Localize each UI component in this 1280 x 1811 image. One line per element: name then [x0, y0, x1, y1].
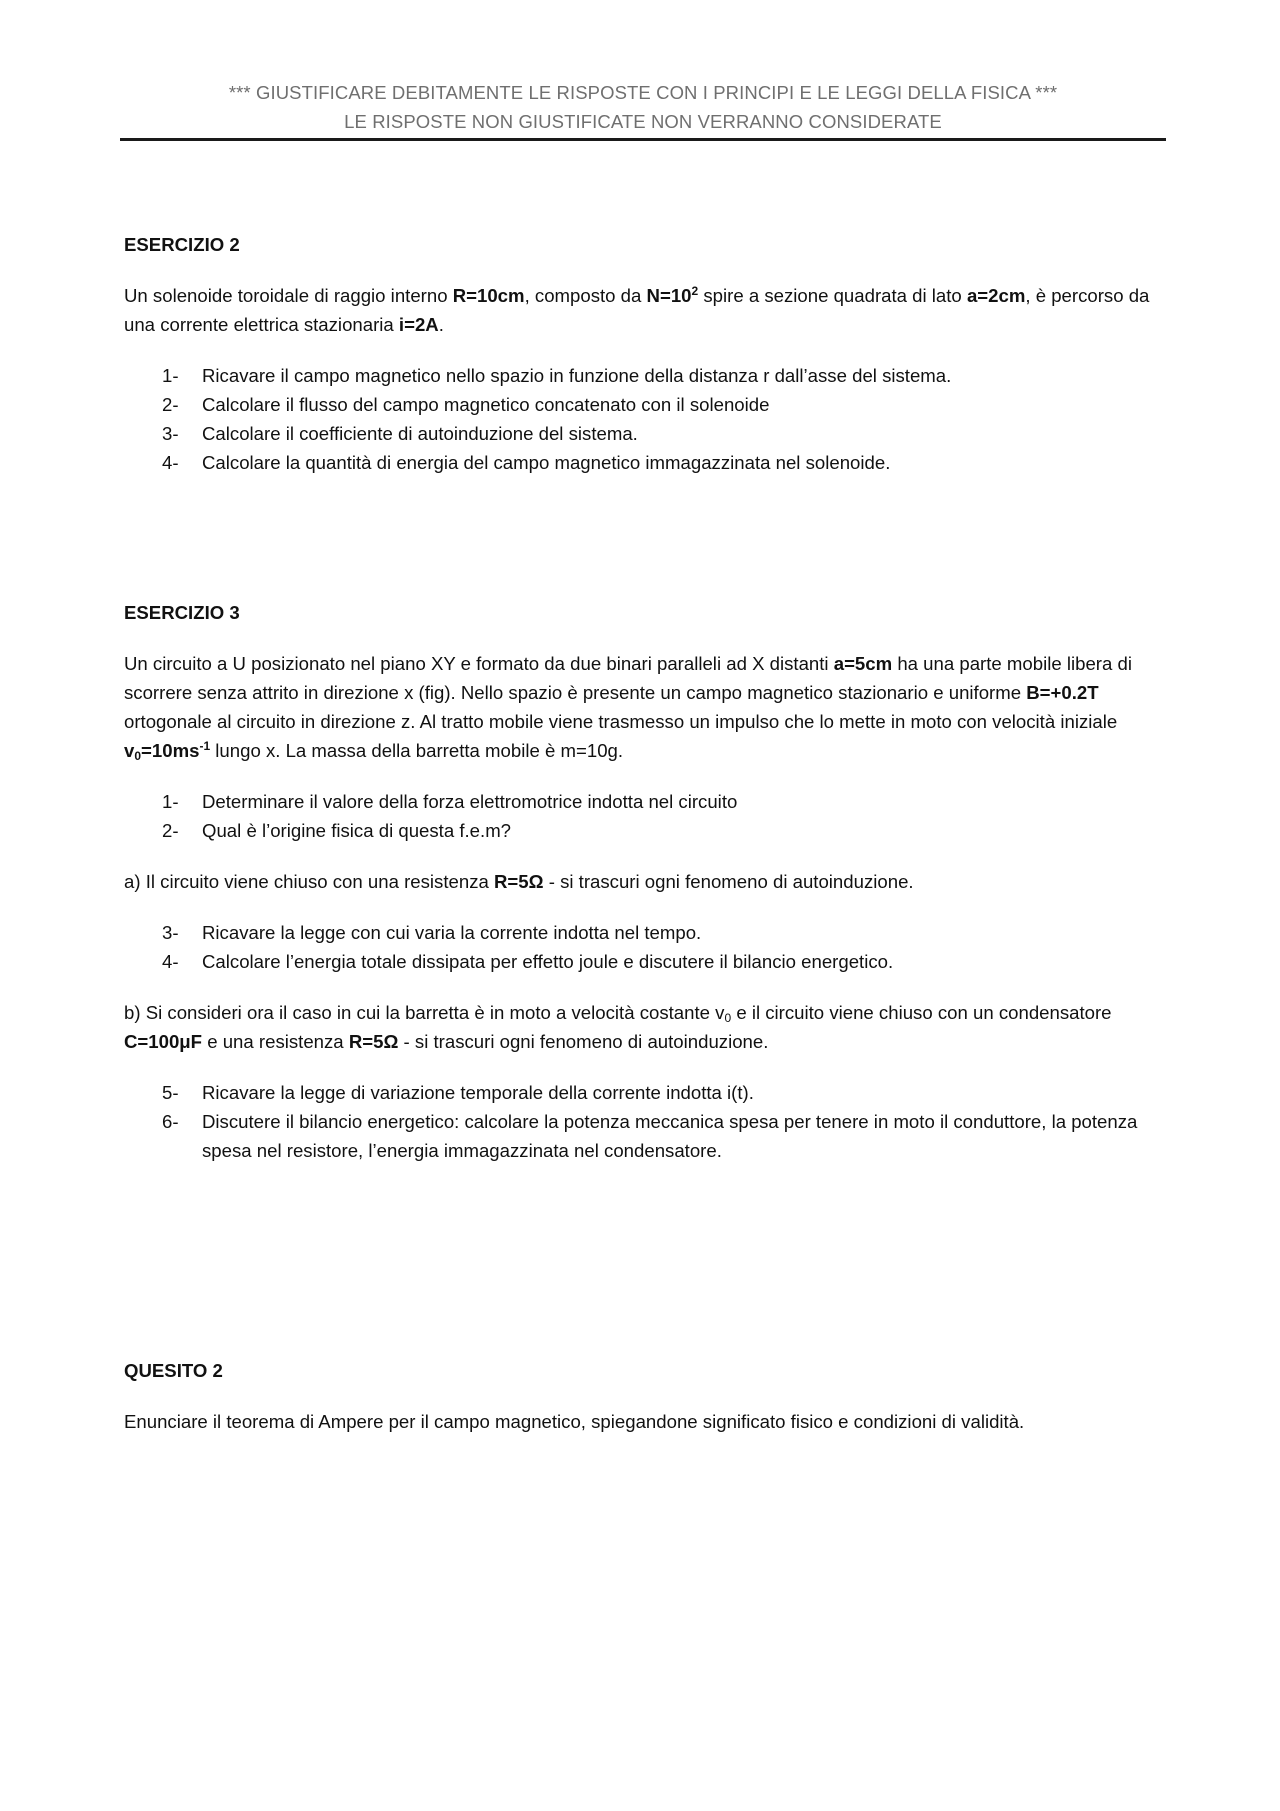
header-line-1: *** GIUSTIFICARE DEBITAMENTE LE RISPOSTE CON I PRINCIPI E LE LEGGI DELLA FISICA ***	[228, 82, 1058, 103]
list-item: 4- Calcolare l’energia totale dissipata per effetto joule e discutere il bilancio energetico.	[162, 951, 894, 972]
section-title: ESERCIZIO 3	[124, 602, 240, 623]
part-b-statement: b) Si consideri ora il caso in cui la barretta è in moto a velocità costante $v_0$ e il circuito viene chiuso con un condensatore C=100μF e una resistenza R=5Ω - si trascuri ogni fenomeno di autoinduzione.	[124, 1002, 1112, 1052]
list-item: 6- Discutere il bilancio energetico: calcolare la potenza meccanica spesa per tenere in moto il conduttore, la potenza spesa nel resistore, l’energia immagazzinata nel condensatore.	[162, 1111, 1138, 1161]
list-item: 5- Ricavare la legge di variazione temporale della corrente indotta i(t).	[162, 1082, 754, 1103]
exercise-intro: Un circuito a U posizionato nel piano XY e formato da due binari paralleli ad X distanti a=5cm ha una parte mobile libera di scorrere senza attrito in direzione x (fig). Nello spazio è presente un campo magnetico stazionario e uniforme B=+0.2T ortogonale al circuito in direzione z. Al tratto mobile viene trasmesso un impulso che lo mette in moto con velocità iniziale $v_0=10ms^{-1}$ lungo x. La massa della barretta mobile è m=10g.	[124, 653, 1132, 763]
part-a-statement: a) Il circuito viene chiuso con una resistenza R=5Ω - si trascuri ogni fenomeno di autoinduzione.	[124, 871, 914, 892]
section-esercizio-3	[124, 598, 1164, 1187]
question-list	[124, 787, 1164, 845]
list-item: 2- Qual è l’origine fisica di questa f.e.m?	[162, 820, 512, 841]
list-item: 3- Calcolare il coefficiente di autoinduzione del sistema.	[162, 423, 638, 444]
exercise-intro: Un solenoide toroidale di raggio interno R=10cm, composto da $N=10^2$ spire a sezione quadrata di lato a=2cm, è percorso da una corrente elettrica stazionaria i=2A.	[124, 284, 1150, 335]
header-line-2: LE RISPOSTE NON GIUSTIFICATE NON VERRANNO CONSIDERATE	[344, 111, 942, 132]
question-list	[124, 1078, 1164, 1165]
section-title: ESERCIZIO 2	[124, 234, 240, 255]
page-header	[120, 78, 1166, 136]
question-list	[124, 361, 1164, 477]
header-divider	[120, 138, 1166, 141]
section-esercizio-2	[124, 230, 1164, 499]
list-item: 3- Ricavare la legge con cui varia la corrente indotta nel tempo.	[162, 922, 702, 943]
section-quesito-2	[124, 1356, 1164, 1436]
question-text: Enunciare il teorema di Ampere per il campo magnetico, spiegandone significato fisico e condizioni di validità.	[124, 1411, 1025, 1432]
section-title: QUESITO 2	[124, 1360, 223, 1381]
list-item: 4- Calcolare la quantità di energia del campo magnetico immagazzinata nel solenoide.	[162, 452, 891, 473]
list-item: 2- Calcolare il flusso del campo magnetico concatenato con il solenoide	[162, 394, 770, 415]
list-item: 1- Ricavare il campo magnetico nello spazio in funzione della distanza r dall’asse del sistema.	[162, 365, 952, 386]
question-list	[124, 918, 1164, 976]
list-item: 1- Determinare il valore della forza elettromotrice indotta nel circuito	[162, 791, 738, 812]
